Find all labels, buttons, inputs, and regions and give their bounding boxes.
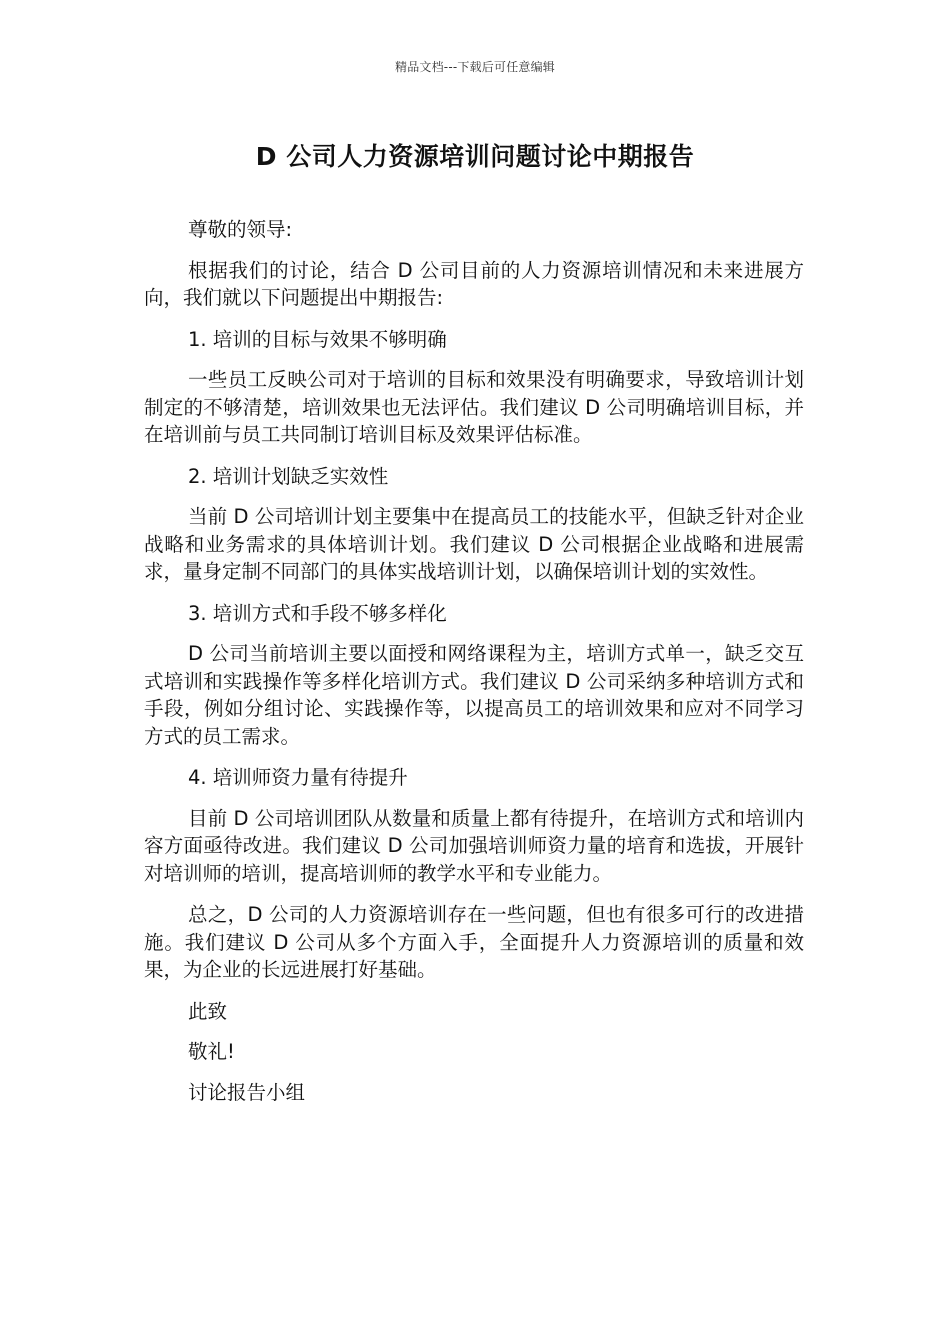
section-body: D 公司当前培训主要以面授和网络课程为主，培训方式单一，缺乏交互式培训和实践操作等多样化培训方式。我们建议 D 公司采纳多种培训方式和手段，例如分组讨论、实践操作等，以提高员工的培训效果和应对不同学习方式的员工需求。 xyxy=(144,642,804,748)
conclusion-paragraph: 总之，D 公司的人力资源培训存在一些问题，但也有很多可行的改进措施。我们建议 D 公司从多个方面入手，全面提升人力资源培训的质量和效果，为企业的长远进展打好基础。 xyxy=(144,903,804,981)
section-heading: 4. 培训师资力量有待提升 xyxy=(188,766,408,789)
signature: 讨论报告小组 xyxy=(188,1080,306,1104)
section-heading: 2. 培训计划缺乏实效性 xyxy=(188,464,389,488)
intro-paragraph: 根据我们的讨论，结合 D 公司目前的人力资源培训情况和未来进展方向，我们就以下问题提出中期报告: xyxy=(144,258,804,309)
section-body: 当前 D 公司培训计划主要集中在提高员工的技能水平，但缺乏针对企业战略和业务需求的具体培训计划。我们建议 D 公司根据企业战略和进展需求，量身定制不同部门的具体实战培训计划，以确保培训计划的实效性。 xyxy=(144,505,804,583)
header-note: 精品文档---下载后可任意编辑 xyxy=(395,60,555,74)
section-heading: 3. 培训方式和手段不够多样化 xyxy=(188,601,447,625)
document-body xyxy=(144,216,804,1119)
document-title: D 公司人力资源培训问题讨论中期报告 xyxy=(255,142,695,171)
salutation: 尊敬的领导: xyxy=(188,218,293,241)
section-body: 目前 D 公司培训团队从数量和质量上都有待提升，在培训方式和培训内容方面亟待改进。我们建议 D 公司加强培训师资力量的培育和选拔，开展针对培训师的培训，提高培训师的教学水平和专业能力。 xyxy=(144,806,804,885)
closing-greeting: 敬礼! xyxy=(188,1040,235,1063)
closing-line: 此致 xyxy=(188,999,228,1023)
section-body: 一些员工反映公司对于培训的目标和效果没有明确要求，导致培训计划制定的不够清楚，培训效果也无法评估。我们建议 D 公司明确培训目标，并在培训前与员工共同制订培训目标及效果评估标准。 xyxy=(144,368,804,446)
section-heading: 1. 培训的目标与效果不够明确 xyxy=(188,327,447,351)
